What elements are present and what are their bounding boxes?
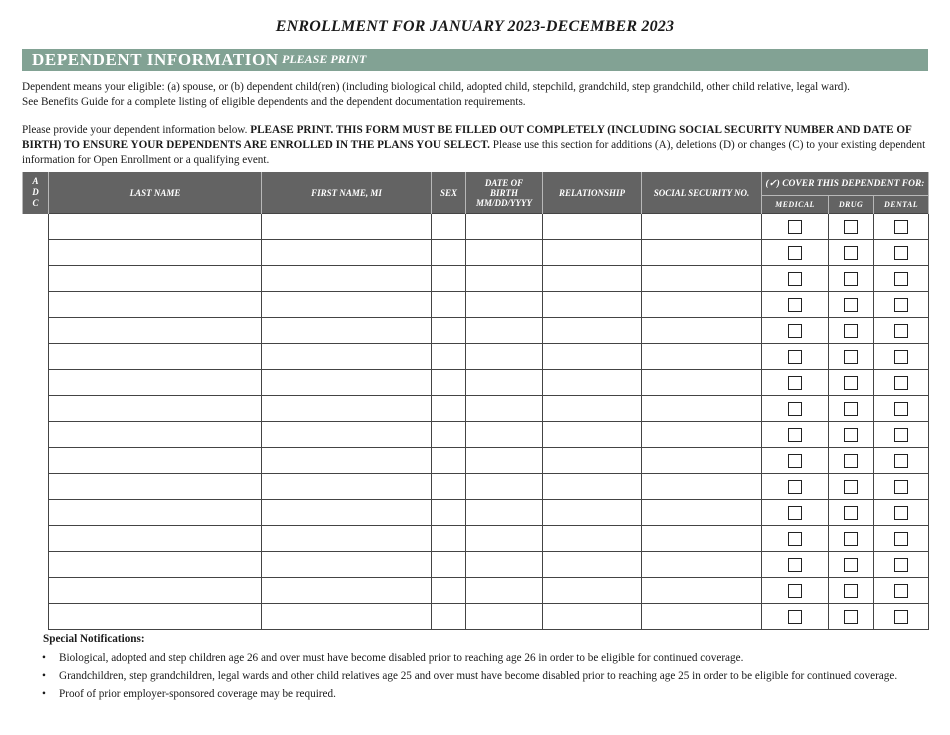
instructions-bold: PLEASE PRINT. THIS FORM MUST BE FILLED OUT COMPLETELY (INCLUDING SOCIAL SECURITY NUMBER AND DATE OF BIRTH) TO ENSURE YOUR DEPENDENTS ARE ENROLLED IN THE PLANS YOU SELECT. xyxy=(22,124,912,151)
adc-field[interactable] xyxy=(23,474,49,500)
notification-text: Proof of prior employer-sponsored coverage may be required. xyxy=(59,688,336,700)
section-banner xyxy=(22,49,928,71)
ssn-field[interactable] xyxy=(642,526,762,552)
first-name-field[interactable] xyxy=(262,422,432,448)
medical-cell xyxy=(762,292,829,318)
instructions-paragraph xyxy=(22,123,927,168)
dental-checkbox[interactable] xyxy=(894,584,908,598)
drug-cell xyxy=(829,578,874,604)
medical-cell xyxy=(762,578,829,604)
relationship-field[interactable] xyxy=(543,552,642,578)
table-row xyxy=(23,578,929,604)
last-name-field[interactable] xyxy=(49,292,262,318)
drug-cell xyxy=(829,474,874,500)
medical-checkbox[interactable] xyxy=(788,480,802,494)
medical-checkbox[interactable] xyxy=(788,532,802,546)
sex-field[interactable] xyxy=(432,526,466,552)
sex-field[interactable] xyxy=(432,292,466,318)
dob-field[interactable] xyxy=(466,474,543,500)
dependent-table xyxy=(22,172,929,630)
drug-cell xyxy=(829,370,874,396)
adc-field[interactable] xyxy=(23,422,49,448)
section-subheading: PLEASE PRINT xyxy=(282,52,367,66)
ssn-field[interactable] xyxy=(642,552,762,578)
table-row xyxy=(23,396,929,422)
header-ssn: SOCIAL SECURITY NO. xyxy=(642,172,762,214)
last-name-field[interactable] xyxy=(49,500,262,526)
relationship-field[interactable] xyxy=(543,370,642,396)
sex-field[interactable] xyxy=(432,266,466,292)
drug-checkbox[interactable] xyxy=(844,610,858,624)
notification-item xyxy=(22,652,902,665)
dental-checkbox[interactable] xyxy=(894,220,908,234)
dental-checkbox[interactable] xyxy=(894,454,908,468)
table-row xyxy=(23,370,929,396)
header-drug: DRUG xyxy=(829,196,874,214)
notification-item xyxy=(22,688,902,701)
table-row xyxy=(23,526,929,552)
drug-checkbox[interactable] xyxy=(844,272,858,286)
dental-checkbox[interactable] xyxy=(894,350,908,364)
medical-checkbox[interactable] xyxy=(788,272,802,286)
medical-cell xyxy=(762,448,829,474)
first-name-field[interactable] xyxy=(262,396,432,422)
medical-checkbox[interactable] xyxy=(788,324,802,338)
sex-field[interactable] xyxy=(432,474,466,500)
last-name-field[interactable] xyxy=(49,448,262,474)
table-row xyxy=(23,292,929,318)
dob-field[interactable] xyxy=(466,578,543,604)
header-adc xyxy=(23,172,49,214)
ssn-field[interactable] xyxy=(642,370,762,396)
relationship-field[interactable] xyxy=(543,318,642,344)
drug-checkbox[interactable] xyxy=(844,558,858,572)
relationship-field[interactable] xyxy=(543,500,642,526)
dental-cell xyxy=(874,266,929,292)
first-name-field[interactable] xyxy=(262,474,432,500)
medical-cell xyxy=(762,500,829,526)
header-dob-label: DATE OF BIRTH MM/DD/YYYY xyxy=(476,177,532,208)
intro-line-2: See Benefits Guide for a complete listing of eligible dependents and the dependent documentation requirements. xyxy=(22,96,526,108)
first-name-field[interactable] xyxy=(262,604,432,630)
dental-checkbox[interactable] xyxy=(894,506,908,520)
medical-checkbox[interactable] xyxy=(788,428,802,442)
medical-checkbox[interactable] xyxy=(788,246,802,260)
table-row xyxy=(23,448,929,474)
ssn-field[interactable] xyxy=(642,578,762,604)
ssn-field[interactable] xyxy=(642,292,762,318)
bullet-icon: • xyxy=(42,688,46,700)
drug-checkbox[interactable] xyxy=(844,324,858,338)
dental-checkbox[interactable] xyxy=(894,532,908,546)
table-row xyxy=(23,552,929,578)
bullet-icon: • xyxy=(42,652,46,664)
drug-cell xyxy=(829,422,874,448)
last-name-field[interactable] xyxy=(49,266,262,292)
header-sex: SEX xyxy=(432,172,466,214)
drug-cell xyxy=(829,214,874,240)
dental-cell xyxy=(874,240,929,266)
first-name-field[interactable] xyxy=(262,500,432,526)
adc-field[interactable] xyxy=(23,396,49,422)
dob-field[interactable] xyxy=(466,214,543,240)
sex-field[interactable] xyxy=(432,604,466,630)
sex-field[interactable] xyxy=(432,552,466,578)
drug-cell xyxy=(829,604,874,630)
medical-cell xyxy=(762,422,829,448)
adc-field[interactable] xyxy=(23,500,49,526)
header-relationship: RELATIONSHIP xyxy=(543,172,642,214)
dental-checkbox[interactable] xyxy=(894,402,908,416)
adc-field[interactable] xyxy=(23,214,49,240)
dob-field[interactable] xyxy=(466,448,543,474)
drug-checkbox[interactable] xyxy=(844,428,858,442)
medical-cell xyxy=(762,474,829,500)
sex-field[interactable] xyxy=(432,500,466,526)
form-title: ENROLLMENT FOR JANUARY 2023-DECEMBER 2023 xyxy=(275,18,675,35)
medical-cell xyxy=(762,604,829,630)
medical-cell xyxy=(762,370,829,396)
drug-checkbox[interactable] xyxy=(844,584,858,598)
first-name-field[interactable] xyxy=(262,448,432,474)
header-dob xyxy=(466,172,543,214)
header-medical: MEDICAL xyxy=(762,196,829,214)
ssn-field[interactable] xyxy=(642,448,762,474)
sex-field[interactable] xyxy=(432,318,466,344)
dob-field[interactable] xyxy=(466,526,543,552)
relationship-field[interactable] xyxy=(543,422,642,448)
relationship-field[interactable] xyxy=(543,240,642,266)
drug-cell xyxy=(829,552,874,578)
sex-field[interactable] xyxy=(432,448,466,474)
medical-cell xyxy=(762,214,829,240)
adc-field[interactable] xyxy=(23,604,49,630)
first-name-field[interactable] xyxy=(262,370,432,396)
drug-checkbox[interactable] xyxy=(844,376,858,390)
notifications-title: Special Notifications: xyxy=(43,633,145,645)
relationship-field[interactable] xyxy=(543,526,642,552)
drug-checkbox[interactable] xyxy=(844,220,858,234)
relationship-field[interactable] xyxy=(543,578,642,604)
dependent-rows xyxy=(23,214,929,630)
table-row xyxy=(23,474,929,500)
last-name-field[interactable] xyxy=(49,370,262,396)
medical-checkbox[interactable] xyxy=(788,558,802,572)
medical-checkbox[interactable] xyxy=(788,220,802,234)
drug-checkbox[interactable] xyxy=(844,480,858,494)
medical-cell xyxy=(762,396,829,422)
notification-item xyxy=(22,670,902,683)
sex-field[interactable] xyxy=(432,370,466,396)
relationship-field[interactable] xyxy=(543,266,642,292)
adc-field[interactable] xyxy=(23,318,49,344)
dental-cell xyxy=(874,474,929,500)
medical-checkbox[interactable] xyxy=(788,584,802,598)
dental-checkbox[interactable] xyxy=(894,298,908,312)
header-dental: DENTAL xyxy=(874,196,929,214)
first-name-field[interactable] xyxy=(262,214,432,240)
drug-checkbox[interactable] xyxy=(844,506,858,520)
medical-cell xyxy=(762,240,829,266)
dob-field[interactable] xyxy=(466,500,543,526)
medical-cell xyxy=(762,344,829,370)
dental-cell xyxy=(874,604,929,630)
dental-cell xyxy=(874,344,929,370)
adc-field[interactable] xyxy=(23,370,49,396)
dob-field[interactable] xyxy=(466,552,543,578)
header-last-name: LAST NAME xyxy=(49,172,262,214)
sex-field[interactable] xyxy=(432,422,466,448)
drug-cell xyxy=(829,318,874,344)
intro-line-1: Dependent means your eligible: (a) spouse, or (b) dependent child(ren) (including biological child, adopted child, stepchild, grandchild, step grandchild, other child relative, legal ward). xyxy=(22,81,850,93)
dental-cell xyxy=(874,318,929,344)
adc-field[interactable] xyxy=(23,526,49,552)
dob-field[interactable] xyxy=(466,292,543,318)
ssn-field[interactable] xyxy=(642,266,762,292)
last-name-field[interactable] xyxy=(49,604,262,630)
drug-checkbox[interactable] xyxy=(844,402,858,416)
dob-field[interactable] xyxy=(466,318,543,344)
dental-cell xyxy=(874,422,929,448)
medical-checkbox[interactable] xyxy=(788,376,802,390)
instructions-start: Please provide your dependent information below. xyxy=(22,124,251,136)
drug-cell xyxy=(829,500,874,526)
dental-cell xyxy=(874,526,929,552)
medical-checkbox[interactable] xyxy=(788,298,802,312)
first-name-field[interactable] xyxy=(262,318,432,344)
medical-cell xyxy=(762,266,829,292)
bullet-icon: • xyxy=(42,670,46,682)
last-name-field[interactable] xyxy=(49,474,262,500)
drug-cell xyxy=(829,448,874,474)
dental-cell xyxy=(874,292,929,318)
section-heading: DEPENDENT INFORMATION xyxy=(32,50,279,69)
dental-checkbox[interactable] xyxy=(894,610,908,624)
relationship-field[interactable] xyxy=(543,474,642,500)
drug-checkbox[interactable] xyxy=(844,298,858,312)
drug-checkbox[interactable] xyxy=(844,350,858,364)
drug-cell xyxy=(829,396,874,422)
drug-cell xyxy=(829,526,874,552)
adc-field[interactable] xyxy=(23,344,49,370)
ssn-field[interactable] xyxy=(642,474,762,500)
adc-field[interactable] xyxy=(23,578,49,604)
dental-cell xyxy=(874,500,929,526)
first-name-field[interactable] xyxy=(262,526,432,552)
notifications-list xyxy=(22,652,902,706)
table-row xyxy=(23,266,929,292)
dob-field[interactable] xyxy=(466,266,543,292)
medical-checkbox[interactable] xyxy=(788,350,802,364)
relationship-field[interactable] xyxy=(543,292,642,318)
table-row xyxy=(23,240,929,266)
adc-field[interactable] xyxy=(23,266,49,292)
sex-field[interactable] xyxy=(432,344,466,370)
dob-field[interactable] xyxy=(466,396,543,422)
last-name-field[interactable] xyxy=(49,578,262,604)
notification-text: Grandchildren, step grandchildren, legal wards and other child relatives age 25 and over must have become disabled prior to reaching age 25 in order to be eligible for continued coverage. xyxy=(59,670,898,682)
sex-field[interactable] xyxy=(432,214,466,240)
adc-field[interactable] xyxy=(23,552,49,578)
header-cover: (✓) COVER THIS DEPENDENT FOR: xyxy=(762,172,929,196)
drug-cell xyxy=(829,292,874,318)
relationship-field[interactable] xyxy=(543,214,642,240)
relationship-field[interactable] xyxy=(543,448,642,474)
dental-cell xyxy=(874,370,929,396)
first-name-field[interactable] xyxy=(262,578,432,604)
table-row xyxy=(23,214,929,240)
medical-cell xyxy=(762,552,829,578)
dental-checkbox[interactable] xyxy=(894,272,908,286)
medical-cell xyxy=(762,526,829,552)
drug-checkbox[interactable] xyxy=(844,532,858,546)
relationship-field[interactable] xyxy=(543,344,642,370)
relationship-field[interactable] xyxy=(543,604,642,630)
medical-cell xyxy=(762,318,829,344)
dob-field[interactable] xyxy=(466,240,543,266)
dob-field[interactable] xyxy=(466,344,543,370)
dental-cell xyxy=(874,552,929,578)
last-name-field[interactable] xyxy=(49,396,262,422)
dob-field[interactable] xyxy=(466,604,543,630)
dob-field[interactable] xyxy=(466,370,543,396)
first-name-field[interactable] xyxy=(262,344,432,370)
sex-field[interactable] xyxy=(432,396,466,422)
dental-checkbox[interactable] xyxy=(894,428,908,442)
ssn-field[interactable] xyxy=(642,500,762,526)
drug-checkbox[interactable] xyxy=(844,454,858,468)
adc-field[interactable] xyxy=(23,292,49,318)
header-adc-label: A D C xyxy=(32,176,39,209)
intro-paragraph xyxy=(22,80,927,110)
first-name-field[interactable] xyxy=(262,292,432,318)
ssn-field[interactable] xyxy=(642,318,762,344)
dental-cell xyxy=(874,448,929,474)
dental-checkbox[interactable] xyxy=(894,376,908,390)
ssn-field[interactable] xyxy=(642,422,762,448)
drug-cell xyxy=(829,344,874,370)
ssn-field[interactable] xyxy=(642,604,762,630)
adc-field[interactable] xyxy=(23,448,49,474)
table-row xyxy=(23,344,929,370)
medical-checkbox[interactable] xyxy=(788,454,802,468)
medical-checkbox[interactable] xyxy=(788,506,802,520)
dental-checkbox[interactable] xyxy=(894,480,908,494)
sex-field[interactable] xyxy=(432,578,466,604)
dental-checkbox[interactable] xyxy=(894,324,908,338)
sex-field[interactable] xyxy=(432,240,466,266)
ssn-field[interactable] xyxy=(642,344,762,370)
instructions-end: Please use this section for additions (A), deletions (D) or changes (C) to your existing dependent information for Open Enrollment or a qualifying event. xyxy=(22,139,926,166)
adc-field[interactable] xyxy=(23,240,49,266)
table-row xyxy=(23,422,929,448)
last-name-field[interactable] xyxy=(49,422,262,448)
table-row xyxy=(23,500,929,526)
dental-cell xyxy=(874,396,929,422)
dob-field[interactable] xyxy=(466,422,543,448)
first-name-field[interactable] xyxy=(262,266,432,292)
table-row xyxy=(23,604,929,630)
notification-text: Biological, adopted and step children age 26 and over must have become disabled prior to reaching age 26 in order to be eligible for continued coverage. xyxy=(59,652,744,664)
relationship-field[interactable] xyxy=(543,396,642,422)
drug-cell xyxy=(829,266,874,292)
medical-checkbox[interactable] xyxy=(788,402,802,416)
dental-checkbox[interactable] xyxy=(894,246,908,260)
last-name-field[interactable] xyxy=(49,214,262,240)
medical-checkbox[interactable] xyxy=(788,610,802,624)
first-name-field[interactable] xyxy=(262,240,432,266)
drug-cell xyxy=(829,240,874,266)
last-name-field[interactable] xyxy=(49,344,262,370)
last-name-field[interactable] xyxy=(49,552,262,578)
ssn-field[interactable] xyxy=(642,240,762,266)
last-name-field[interactable] xyxy=(49,318,262,344)
first-name-field[interactable] xyxy=(262,552,432,578)
table-row xyxy=(23,318,929,344)
dental-checkbox[interactable] xyxy=(894,558,908,572)
header-first-name: FIRST NAME, MI xyxy=(262,172,432,214)
dental-cell xyxy=(874,578,929,604)
ssn-field[interactable] xyxy=(642,214,762,240)
last-name-field[interactable] xyxy=(49,526,262,552)
dental-cell xyxy=(874,214,929,240)
last-name-field[interactable] xyxy=(49,240,262,266)
drug-checkbox[interactable] xyxy=(844,246,858,260)
ssn-field[interactable] xyxy=(642,396,762,422)
